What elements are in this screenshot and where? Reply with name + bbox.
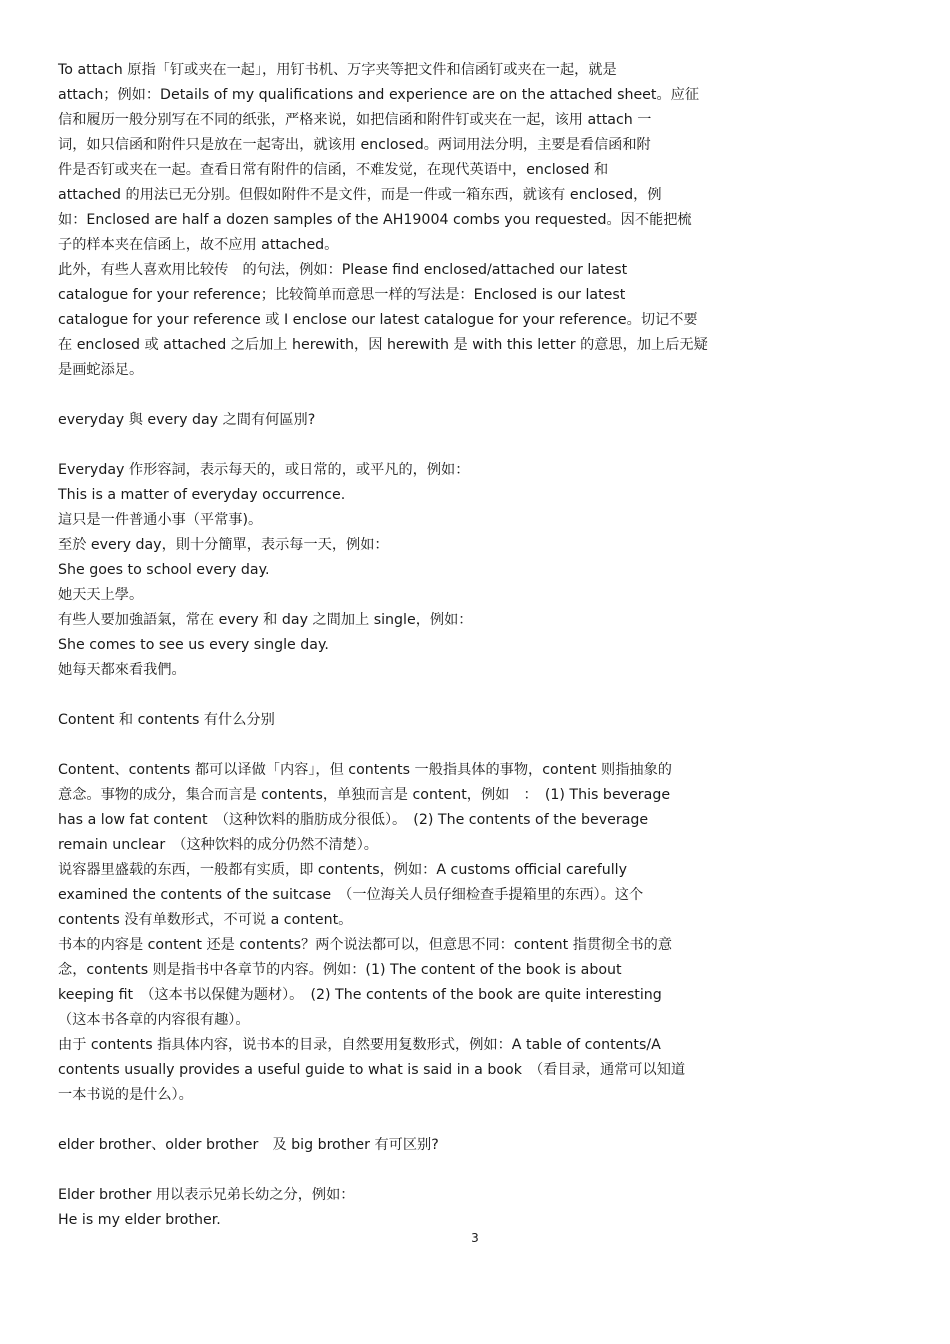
text-line: Everyday 作形容詞，表示每天的，或日常的，或平凡的，例如： <box>58 462 470 478</box>
blank-line <box>58 1158 758 1183</box>
text-line: To attach 原指「钉或夹在一起」，用钉书机、万字夹等把文件和信函钉或夹在一起，就是 <box>58 62 617 78</box>
text-line: Content、contents 都可以译做「内容」，但 contents 一般指具体的事物，content 则指抽象的 <box>58 762 672 778</box>
text-line: 如：Enclosed are half a dozen samples of the AH19004 combs you requested。因不能把梳 <box>58 212 692 228</box>
text-line: She comes to see us every single day. <box>58 637 329 653</box>
text-line: 此外，有些人喜欢用比较传 的句法，例如：Please find enclosed/attached our latest <box>58 262 628 278</box>
blank-line <box>58 683 758 708</box>
text-line: keeping fit （这本书以保健为题材）。 (2) The contents of the book are quite interesting <box>58 987 662 1003</box>
text-line: 念，contents 则是指书中各章节的内容。例如：(1) The content of the book is about <box>58 962 622 978</box>
text-line: 她天天上學。 <box>58 587 144 603</box>
text-line: catalogue for your reference 或 I enclose our latest catalogue for your reference。切记不要 <box>58 312 698 328</box>
text-line: contents 没有单数形式，不可说 a content。 <box>58 912 353 928</box>
text-line: has a low fat content （这种饮料的脂肪成分很低）。 (2) The contents of the beverage <box>58 812 649 828</box>
text-line: everyday 與 every day 之間有何區別? <box>58 412 316 428</box>
text-line: attached 的用法已无分别。但假如附件不是文件，而是一件或一箱东西，就该有 enclosed，例 <box>58 187 662 203</box>
text-line: She goes to school every day. <box>58 562 270 578</box>
text-line: 在 enclosed 或 attached 之后加上 herewith，因 herewith 是 with this letter 的意思，加上后无疑 <box>58 337 708 353</box>
blank-line <box>58 733 758 758</box>
text-line: 书本的内容是 content 还是 contents？两个说法都可以，但意思不同：content 指贯彻全书的意 <box>58 937 673 953</box>
text-line: 件是否钉或夹在一起。查看日常有附件的信函，不难发觉，在现代英语中，enclosed 和 <box>58 162 609 178</box>
blank-line <box>58 1108 758 1133</box>
text-line: 说容器里盛载的东西，一般都有实质，即 contents，例如：A customs official carefully <box>58 862 628 878</box>
text-line: examined the contents of the suitcase （一位海关人员仔细检查手提箱里的东西）。这个 <box>58 887 644 903</box>
text-line: He is my elder brother. <box>58 1212 221 1228</box>
text-line: 有些人要加強語氣，常在 every 和 day 之間加上 single，例如： <box>58 612 473 628</box>
text-line: （这本书各章的内容很有趣）。 <box>58 1012 250 1028</box>
text-line: 是画蛇添足。 <box>58 362 144 378</box>
text-line: 信和履历一般分别写在不同的纸张，严格来说，如把信函和附件钉或夹在一起，该用 attach 一 <box>58 112 652 128</box>
text-line: 她每天都來看我們。 <box>58 662 186 678</box>
text-line: contents usually provides a useful guide to what is said in a book （看目录，通常可以知道 <box>58 1062 686 1078</box>
text-line: elder brother、older brother 及 big brother 有可区别? <box>58 1137 439 1153</box>
text-line: 這只是一件普通小事（平常事)。 <box>58 512 263 528</box>
text-line: remain unclear （这种饮料的成分仍然不清楚）。 <box>58 837 378 853</box>
text-line: 意念。事物的成分，集合而言是 contents，单独而言是 content，例如 ： (1) This beverage <box>58 787 671 803</box>
text-line: catalogue for your reference；比较简单而意思一样的写法是：Enclosed is our latest <box>58 287 626 303</box>
page-number: 3 <box>471 1231 479 1245</box>
blank-line <box>58 383 758 408</box>
text-line: 子的样本夹在信函上，故不应用 attached。 <box>58 237 339 253</box>
text-line: 一本书说的是什么）。 <box>58 1087 193 1103</box>
document-body <box>58 58 758 1233</box>
blank-line <box>58 433 758 458</box>
text-line: Elder brother 用以表示兄弟长幼之分，例如： <box>58 1187 355 1203</box>
text-line: 词，如只信函和附件只是放在一起寄出，就该用 enclosed。两词用法分明，主要是看信函和附 <box>58 137 651 153</box>
text-line: Content 和 contents 有什么分别 <box>58 712 275 728</box>
text-line: attach；例如：Details of my qualifications and experience are on the attached sheet。应征 <box>58 87 700 103</box>
text-line: 至於 every day，則十分簡單，表示每一天，例如： <box>58 537 389 553</box>
text-line: This is a matter of everyday occurrence. <box>58 487 346 503</box>
text-line: 由于 contents 指具体内容，说书本的目录，自然要用复数形式，例如：A table of contents/A <box>58 1037 661 1053</box>
